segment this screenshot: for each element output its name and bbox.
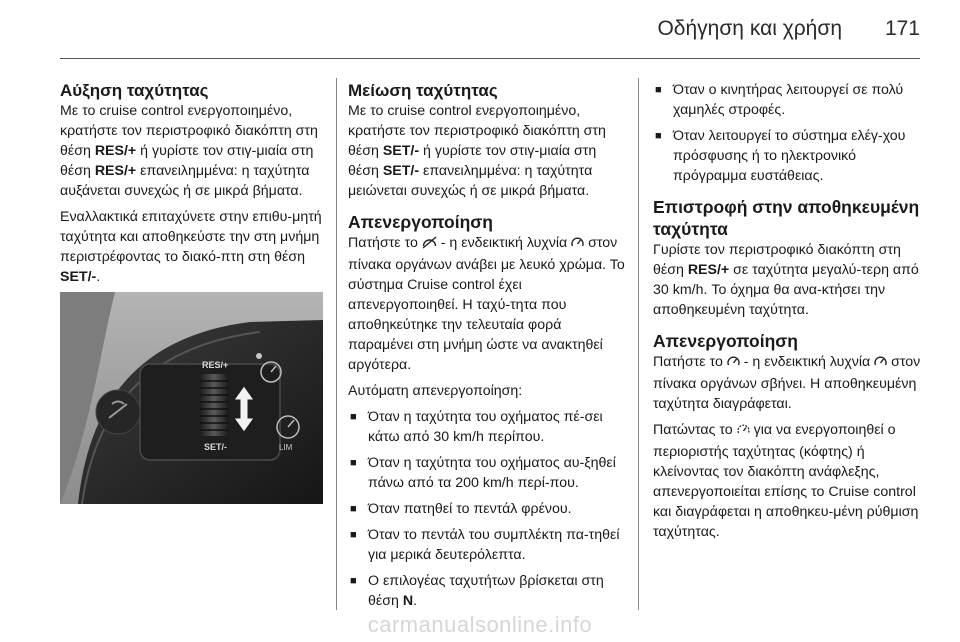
watermark: carmanualsonline.info (367, 612, 593, 637)
text: Πατώντας το (653, 422, 737, 438)
column-divider (336, 78, 337, 610)
res-label: RES/+ (202, 360, 229, 370)
text: στον πίνακα οργάνων σβήνει. Η αποθηκευμένη ταχύτητα διαγράφεται. (653, 354, 921, 412)
paragraph-resume (653, 240, 923, 320)
text: επανειλημμένα: η ταχύτητα αυξάνεται συνεχώς ή σε μικρά βήματα. (60, 163, 310, 199)
text: . (96, 269, 101, 285)
paragraph-auto-deactivation: Αυτόματη απενεργοποίηση: (348, 383, 523, 399)
paragraph-increase-1 (60, 101, 326, 201)
text: - η ενδεικτική λυχνία (436, 235, 572, 251)
text: Ο επιλογέας ταχυτήτων βρίσκεται στη θέση (368, 573, 604, 609)
speed-limiter-icon (737, 422, 750, 442)
res-label: RES/+ (94, 143, 137, 159)
column-1 (60, 80, 326, 293)
gear-n-label: N (402, 593, 414, 609)
paragraph-deactivation (348, 233, 625, 375)
list-item: ■ Όταν λειτουργεί το σύστημα ελέγ-χου πρόσφυσης ή το ηλεκτρονικό πρόγραμμα ευστάθειας. (653, 126, 923, 186)
paragraph-speed-limiter (653, 420, 923, 542)
text: Εναλλακτικά επιταχύνετε στην επιθυ-μητή ταχύτητα και αποθηκεύστε την στη μνήμη περιστρέφοντας το διακό-πτη στη θέση (60, 209, 322, 265)
text: ή γυρίστε τον στιγ-μιαία στη θέση (348, 143, 597, 179)
auto-deactivation-list (348, 407, 625, 611)
res-label: RES/+ (94, 163, 137, 179)
set-label: SET/- (382, 163, 420, 179)
set-label: SET/- (60, 269, 97, 285)
column-3 (653, 80, 923, 548)
column-divider (638, 78, 639, 610)
cruise-control-icon (571, 235, 584, 255)
set-label: SET/- (382, 143, 420, 159)
steering-wheel-illustration (60, 292, 323, 504)
lim-label: LIM (279, 443, 293, 452)
column-2 (348, 80, 625, 617)
res-label: RES/+ (687, 262, 730, 278)
cruise-control-icon (727, 354, 740, 374)
text: στον πίνακα οργάνων ανάβει με λευκό χρώμα. Το σύστημα Cruise control έχει απενεργοποιηθεί. Η ταχύ-τητα που αποθηκεύτηκε την τελευταία φορά παραμένει στη μνήμη ώστε να ανακτηθεί αργότερα. (348, 235, 625, 373)
cruise-off-icon (422, 235, 437, 255)
list-item: ■ Όταν ο κινητήρας λειτουργεί σε πολύ χαμηλές στροφές. (653, 80, 923, 120)
header-rule (60, 58, 920, 59)
set-label: SET/- (204, 442, 228, 452)
text: Με το cruise control ενεργοποιημένο, κρατήστε τον περιστροφικό διακόπτη στη θέση (60, 103, 318, 159)
text: Πατήστε το (653, 354, 727, 370)
heading-deactivation: Απενεργοποίηση (348, 212, 493, 232)
paragraph-switch-off (653, 352, 923, 414)
text: - η ενδεικτική λυχνία (739, 354, 875, 370)
list-item: ■ Όταν πατηθεί το πεντάλ φρένου. (348, 499, 625, 519)
list-item: ■ Όταν η ταχύτητα του οχήματος αυ-ξηθεί πάνω από τα 200 km/h περί-που. (348, 453, 625, 493)
list-item: ■ Όταν το πεντάλ του συμπλέκτη πα-τηθεί για μερικά δευτερόλεπτα. (348, 525, 625, 565)
page-number: 171 (884, 17, 920, 40)
auto-deactivation-list-continued (653, 80, 923, 186)
paragraph-increase-2 (60, 207, 326, 287)
text: σε ταχύτητα μεγαλύ-τερη από 30 km/h. Το όχημα θα ανα-κτήσει την αποθηκευμένη ταχύτητα. (653, 262, 919, 318)
text: για να ενεργοποιηθεί ο περιοριστής ταχύτητας (κόφτης) ή κλείνοντας τον διακόπτη ανάφλεξης, απενεργοποιείται επίσης το Cruise control και διαγράφεται η αποθηκευ-μένη ρύθμιση ταχύτητας. (653, 422, 919, 540)
cruise-control-icon (874, 354, 887, 374)
steering-wheel-switch-photo (60, 292, 323, 504)
text: Πατήστε το (348, 235, 422, 251)
paragraph-decrease-1 (348, 101, 625, 201)
page-header (60, 0, 920, 60)
text: επανειλημμένα: η ταχύτητα μειώνεται συνεχώς ή σε μικρά βήματα. (348, 163, 593, 199)
list-item (348, 571, 625, 611)
heading-speed-increase: Αύξηση ταχύτητας (60, 81, 209, 100)
list-item: ■ Όταν η ταχύτητα του οχήματος πέ-σει κάτω από 30 km/h περίπου. (348, 407, 625, 447)
heading-resume-speed: Επιστροφή στην αποθηκευμένη ταχύτητα (653, 197, 920, 239)
text: Με το cruise control ενεργοποιημένο, κρατήστε τον περιστροφικό διακόπτη στη θέση (348, 103, 606, 159)
section-title: Οδήγηση και χρήση (657, 17, 842, 40)
text: . (413, 593, 418, 609)
text: ή γυρίστε τον στιγ-μιαία στη θέση (60, 143, 314, 179)
heading-speed-decrease: Μείωση ταχύτητας (348, 81, 498, 100)
heading-switch-off: Απενεργοποίηση (653, 331, 798, 351)
text: Γυρίστε τον περιστροφικό διακόπτη στη θέση (653, 242, 901, 278)
